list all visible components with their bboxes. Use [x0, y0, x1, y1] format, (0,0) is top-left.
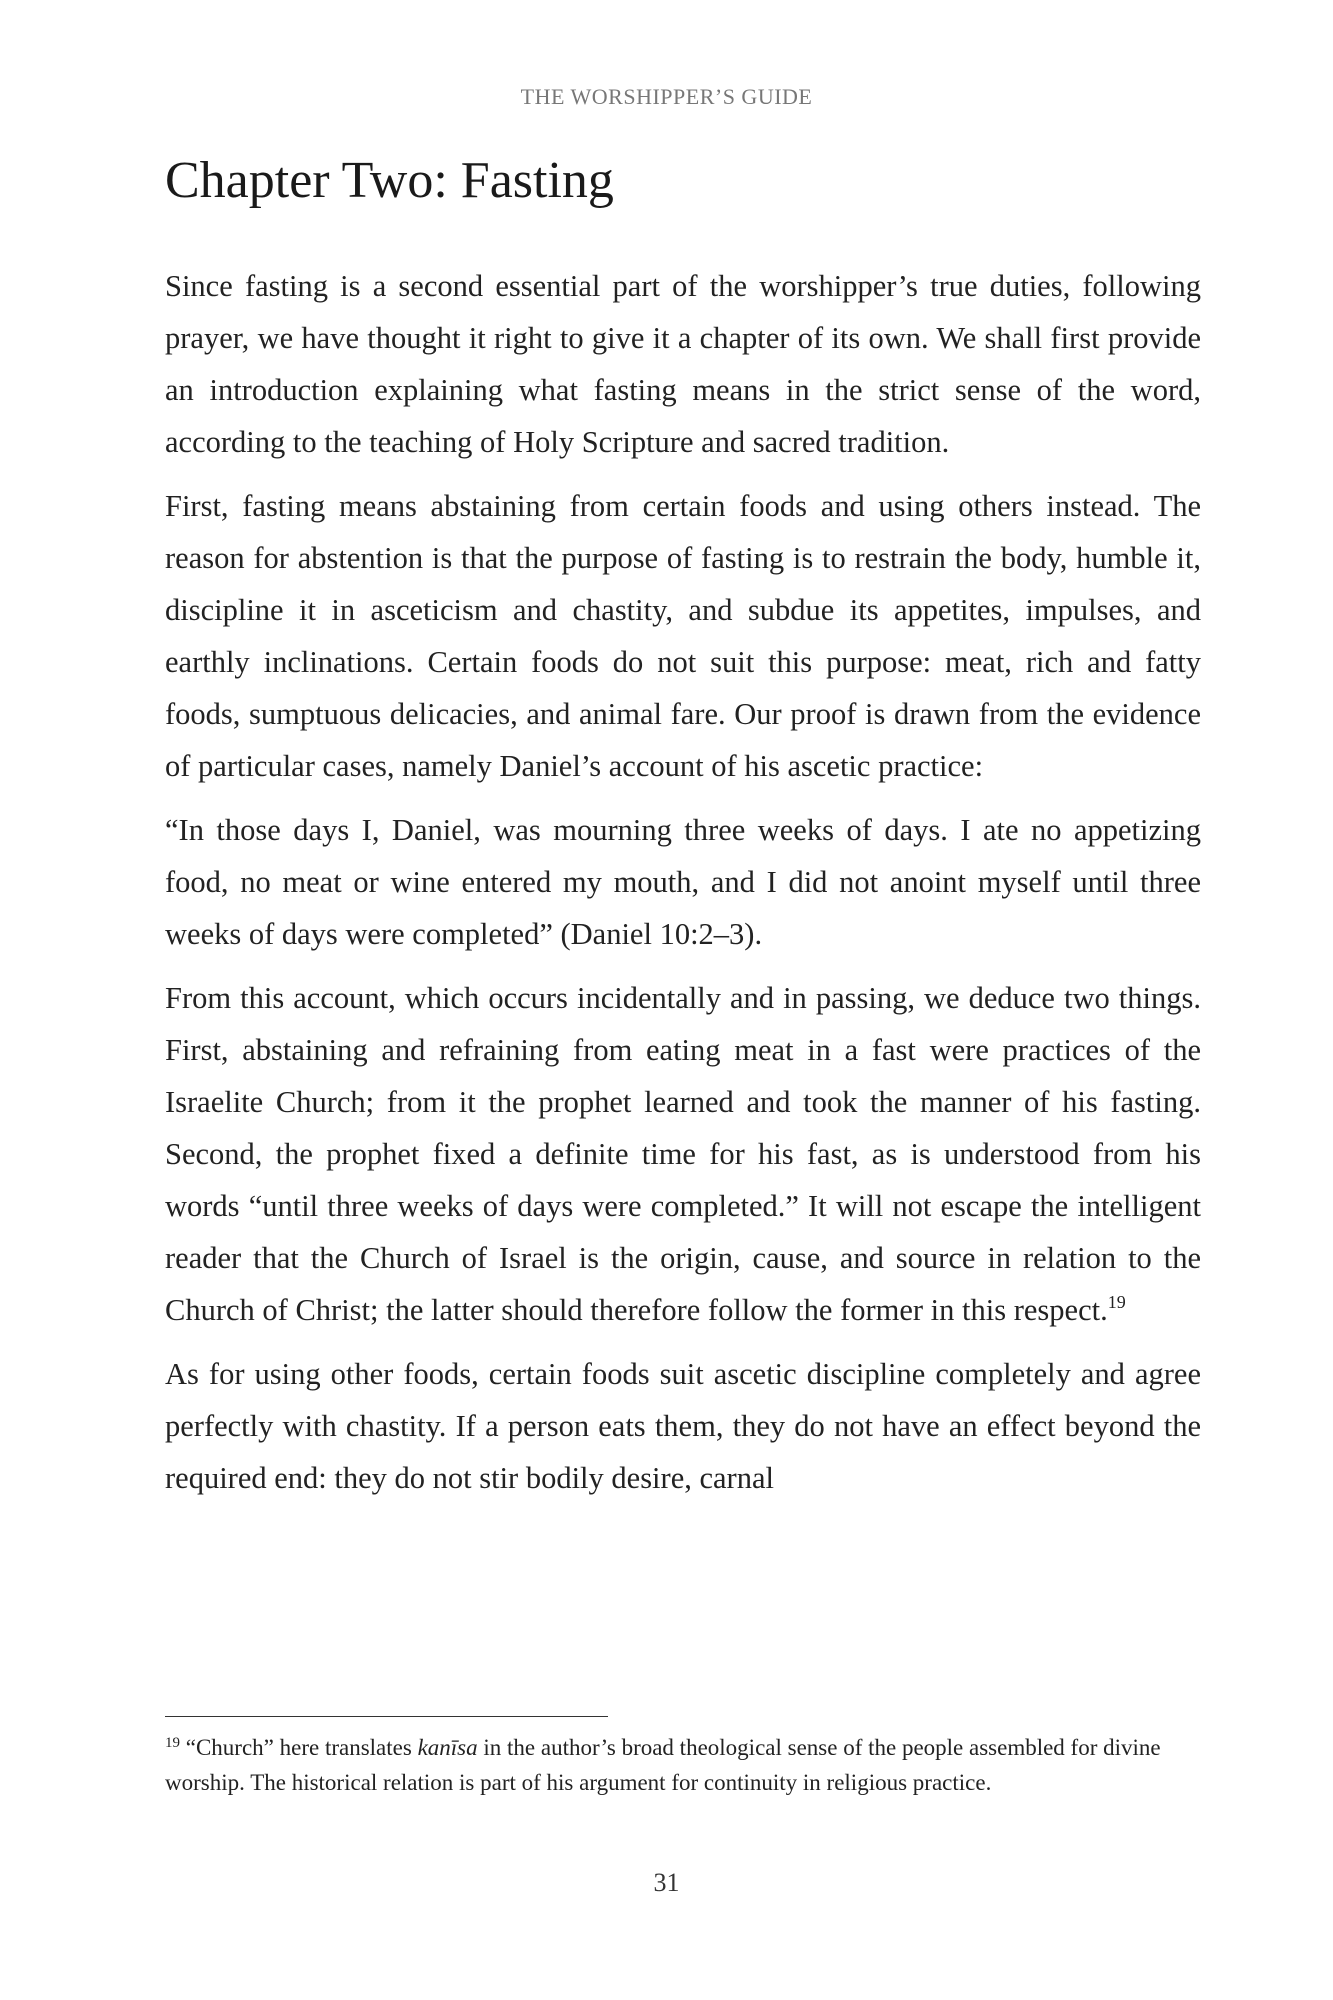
chapter-title: Chapter Two: Fasting — [165, 152, 614, 209]
paragraph-2: First, fasting means abstaining from certain foods and using others instead. The reason for abstention is that the purpose of fasting is to restrain the body, humble it, discipline it in asceticism and chastity, and subdue its appetites, impulses, and earthly inclinations. Certain foods do not suit this purpose: meat, rich and fatty foods, sumptuous delicacies, and animal fare. Our proof is drawn from the evidence of particular cases, namely Daniel’s account of his ascetic practice: — [165, 489, 1201, 783]
paragraph-5: As for using other foods, certain foods suit ascetic discipline completely and agree perfectly with chastity. If a person eats them, they do not have an effect beyond the required end: they do not stir bodily desire, carnal — [165, 1357, 1201, 1495]
footnote-term: kanīsa — [417, 1735, 478, 1760]
paragraph-3-quotation: “In those days I, Daniel, was mourning three weeks of days. I ate no appetizing food, no meat or wine entered my mouth, and I did not anoint myself until three weeks of days were completed” (Daniel 10:2–3). — [165, 813, 1201, 951]
footnote-number: 19 — [165, 1735, 180, 1751]
running-head: THE WORSHIPPER’S GUIDE — [520, 84, 813, 109]
footnote-reference[interactable]: 19 — [1107, 1292, 1126, 1312]
footnote-divider — [165, 1716, 608, 1717]
footnote — [165, 1730, 1201, 1800]
footnote-text-after: in the author’s broad theological sense of the people assembled for divine worship. The historical relation is part of his argument for continuity in religious practice. — [165, 1735, 1161, 1795]
paragraph-4-text: From this account, which occurs incidentally and in passing, we deduce two things. First, abstaining and refraining from eating meat in a fast were practices of the Israelite Church; from it the prophet learned and took the manner of his fasting. Second, the prophet fixed a definite time for his fast, as is understood from his words “until three weeks of days were completed.” It will not escape the intelligent reader that the Church of Israel is the origin, cause, and source in relation to the Church of Christ; the latter should therefore follow the former in this respect. — [165, 981, 1201, 1327]
footnote-text-before: “Church” here translates — [180, 1735, 418, 1760]
body-text — [165, 260, 1201, 1516]
paragraph-1: Since fasting is a second essential part of the worshipper’s true duties, following prayer, we have thought it right to give it a chapter of its own. We shall first provide an introduction explaining what fasting means in the strict sense of the word, according to the teaching of Holy Scripture and sacred tradition. — [165, 269, 1201, 459]
paragraph-4 — [165, 972, 1201, 1336]
page-number: 31 — [653, 1868, 680, 1897]
